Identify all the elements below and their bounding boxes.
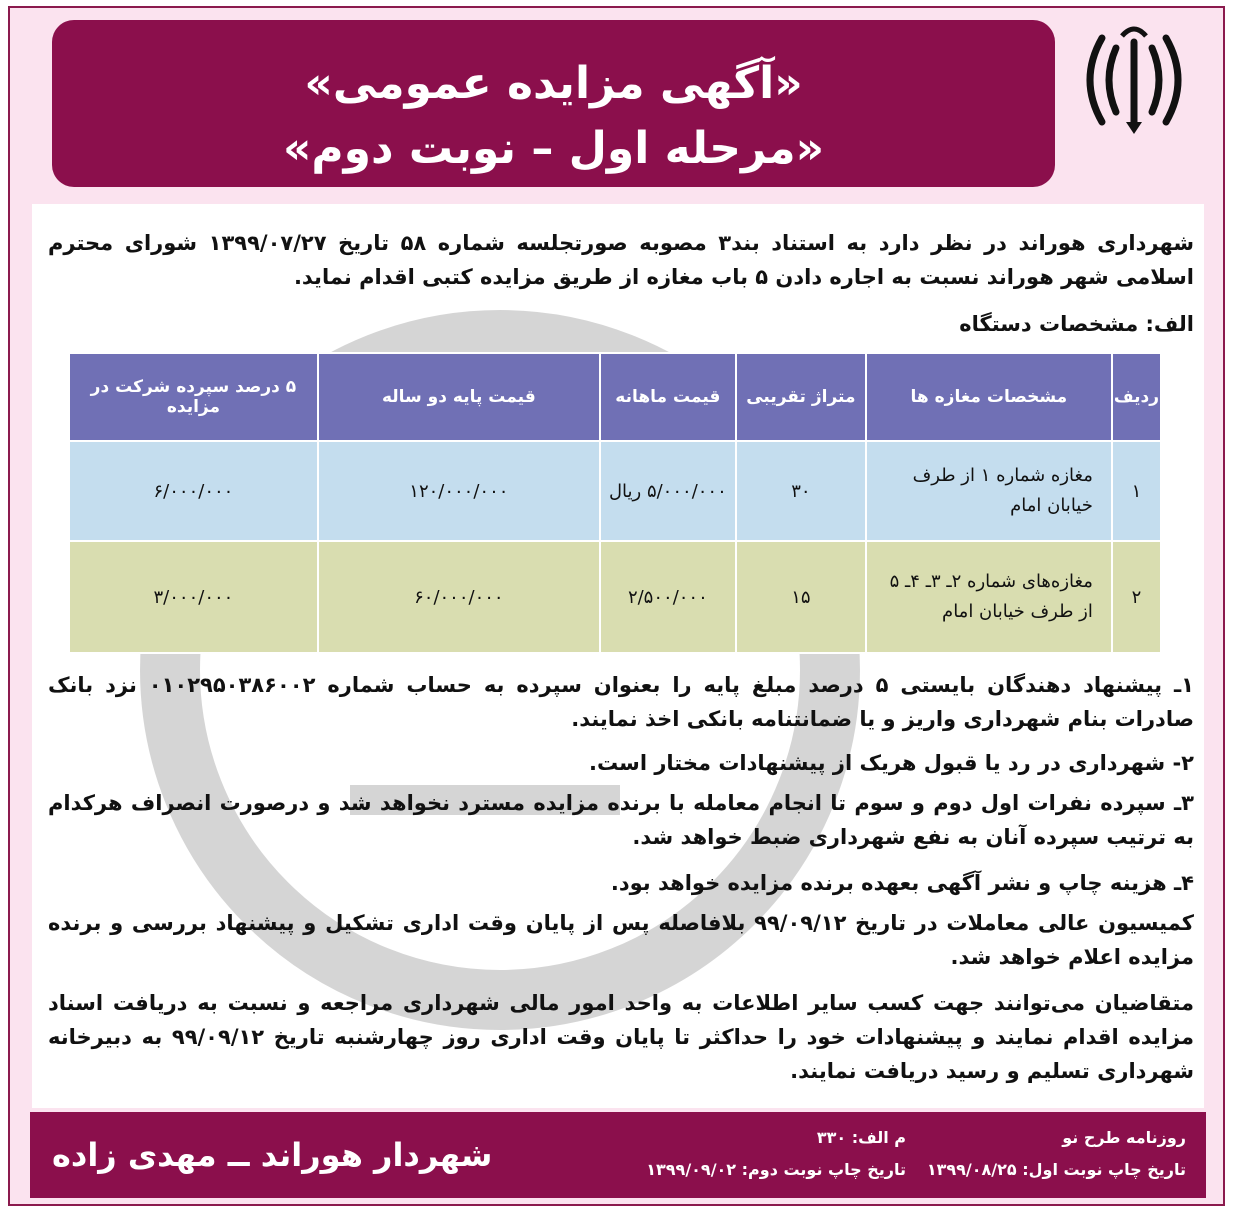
table-row (69, 541, 1161, 653)
table-header-row (69, 353, 1161, 441)
second-print-date: تاریخ چاپ نوبت دوم: ۱۳۹۹/۰۹/۰۲ (646, 1160, 906, 1179)
table-cell: ۱ (1112, 441, 1161, 541)
table-cell: ۶/۰۰۰/۰۰۰ (69, 441, 318, 541)
applicants-paragraph: متقاضیان می‌توانند جهت کسب سایر اطلاعات به واحد امور مالی شهرداری مراجعه و نسبت به دریافت اسناد مزایده اقدام نمایند و پیشنهادات خود را حداکثر تا پایان وقت اداری روز چهارشنبه تاریخ ۹۹/۰۹/۱۲ به دبیرخانه شهرداری تسلیم و رسید دریافت نمایند. (48, 991, 1195, 1083)
iran-emblem-icon (1072, 18, 1196, 142)
term-1: ۱ـ پیشنهاد دهندگان بایستی ۵ درصد مبلغ پایه را بعنوان سپرده به حساب شماره ۰۱۰۲۹۵۰۳۸۶۰۰۲ نزد بانک صادرات بنام شهرداری واریز و یا ضمانتنامه بانکی اخذ نمایند. (48, 673, 1194, 731)
ad-code: م الف: ۳۳۰ (816, 1128, 906, 1147)
newspaper-name: روزنامه طرح نو (1062, 1128, 1186, 1147)
table-cell: ۳۰ (736, 441, 866, 541)
table-cell: ۲/۵۰۰/۰۰۰ (600, 541, 736, 653)
term-2: ۲- شهرداری در رد یا قبول هریک از پیشنهادات مختار است. (588, 751, 1194, 775)
page-subtitle: «مرحله اول – نوبت دوم» (282, 123, 825, 174)
intro-paragraph: شهرداری هوراند در نظر دارد به استناد بند۳ مصوبه صورتجلسه شماره ۵۸ تاریخ ۱۳۹۹/۰۷/۲۷ شورای محترم اسلامی شهر هوراند نسبت به اجاره دادن ۵ باب مغازه از طریق مزایده کتبی اقدام نماید. (48, 231, 1194, 289)
first-print-date: تاریخ چاپ نوبت اول: ۱۳۹۹/۰۸/۲۵ (926, 1160, 1186, 1179)
table-cell: ۶۰/۰۰۰/۰۰۰ (318, 541, 600, 653)
col-header-row-no: ردیف (1112, 353, 1161, 441)
notice-header (52, 20, 1055, 187)
table-cell: ۵/۰۰۰/۰۰۰ ریال (600, 441, 736, 541)
col-header-area: متراژ تقریبی (736, 353, 866, 441)
page-title: «آگهی مزایده عمومی» (304, 58, 803, 109)
section-label: الف: مشخصات دستگاه (959, 312, 1194, 336)
shops-table (68, 352, 1162, 654)
mayor-signature: شهردار هوراند ــ مهدی زاده (52, 1136, 493, 1174)
col-header-deposit: ۵ درصد سپرده شرکت در مزایده (69, 353, 318, 441)
table-cell: مغازه شماره ۱ از طرف خیابان امام (866, 441, 1112, 541)
col-header-base-price: قیمت پایه دو ساله (318, 353, 600, 441)
notice-footer (30, 1112, 1206, 1198)
col-header-shop-desc: مشخصات مغازه ها (866, 353, 1112, 441)
table-cell: مغازه‌های شماره ۲ـ ۳ـ ۴ـ ۵ از طرف خیابان امام (866, 541, 1112, 653)
commission-paragraph: کمیسیون عالی معاملات در تاریخ ۹۹/۰۹/۱۲ بلافاصله پس از پایان وقت اداری تشکیل و پیشنهاد بررسی و برنده مزایده اعلام خواهد شد. (48, 911, 1194, 969)
term-3: ۳ـ سپرده نفرات اول دوم و سوم تا انجام معامله با برنده مزایده مسترد نخواهد شد و درصورت انصراف هرکدام به ترتیب سپرده آنان به نفع شهرداری ضبط خواهد شد. (48, 791, 1194, 849)
table-cell: ۲ (1112, 541, 1161, 653)
table-cell: ۱۲۰/۰۰۰/۰۰۰ (318, 441, 600, 541)
table-row (69, 441, 1161, 541)
table-cell: ۱۵ (736, 541, 866, 653)
term-4: ۴ـ هزینه چاپ و نشر آگهی بعهده برنده مزایده خواهد بود. (610, 871, 1194, 895)
table-cell: ۳/۰۰۰/۰۰۰ (69, 541, 318, 653)
col-header-monthly-price: قیمت ماهانه (600, 353, 736, 441)
